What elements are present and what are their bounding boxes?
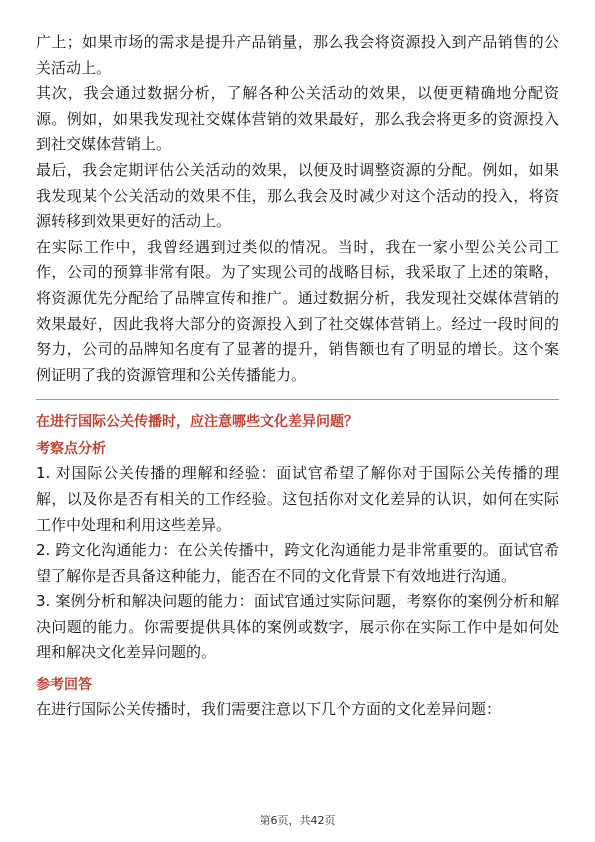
analysis-item: 3. 案例分析和解决问题的能力：面试官通过实际问题，考察你的案例分析和解决问题的能力。你需要提供具体的案例或数字，展示你在实际工作中是如何处理和解决文化差异问题的。 xyxy=(36,592,559,662)
paragraph: 在实际工作中，我曾经遇到过类似的情况。当时，我在一家小型公关公司工作，公司的预算非常有限。为了实现公司的战略目标，我采取了上述的策略，将资源优先分配给了品牌宣传和推广。通过数据分析，我发现社交媒体营销的效果最好，因此我将大部分的资源投入到了社交媒体营销上。经过一段时间的努力，公司的品牌知名度有了显著的提升，销售额也有了明显的增长。这个案例证明了我的资源管理和公关传播能力。 xyxy=(36,237,559,384)
answer-text: 在进行国际公关传播时，我们需要注意以下几个方面的文化差异问题： xyxy=(36,700,502,719)
analysis-item: 2. 跨文化沟通能力：在公关传播中，跨文化沟通能力是非常重要的。面试官希望了解你是否具备这种能力，能否在不同的文化背景下有效地进行沟通。 xyxy=(36,541,559,585)
analysis-item: 1. 对国际公关传播的理解和经验：面试官希望了解你对于国际公关传播的理解，以及你是否有相关的工作经验。这包括你对文化差异的认识，如何在实际工作中处理和利用这些差异。 xyxy=(36,464,559,534)
answer-heading: 参考回答 xyxy=(36,677,92,694)
page-content xyxy=(36,30,559,723)
page-footer: 第6页，共42页 xyxy=(259,814,336,827)
paragraph: 其次，我会通过数据分析，了解各种公关活动的效果，以便更精确地分配资源。例如，如果我发现社交媒体营销的效果最好，那么我会将更多的资源投入到社交媒体营销上。 xyxy=(36,84,559,154)
paragraph: 广上；如果市场的需求是提升产品销量，那么我会将资源投入到产品销售的公关活动上。 xyxy=(36,33,559,77)
paragraph: 最后，我会定期评估公关活动的效果，以便及时调整资源的分配。例如，如果我发现某个公关活动的效果不佳，那么我会及时减少对这个活动的投入，将资源转移到效果更好的活动上。 xyxy=(36,160,559,231)
spacer xyxy=(36,666,559,670)
analysis-heading: 考察点分析 xyxy=(36,441,106,458)
section-divider xyxy=(36,399,559,400)
question-heading: 在进行国际公关传播时，应注意哪些文化差异问题？ xyxy=(36,414,358,431)
